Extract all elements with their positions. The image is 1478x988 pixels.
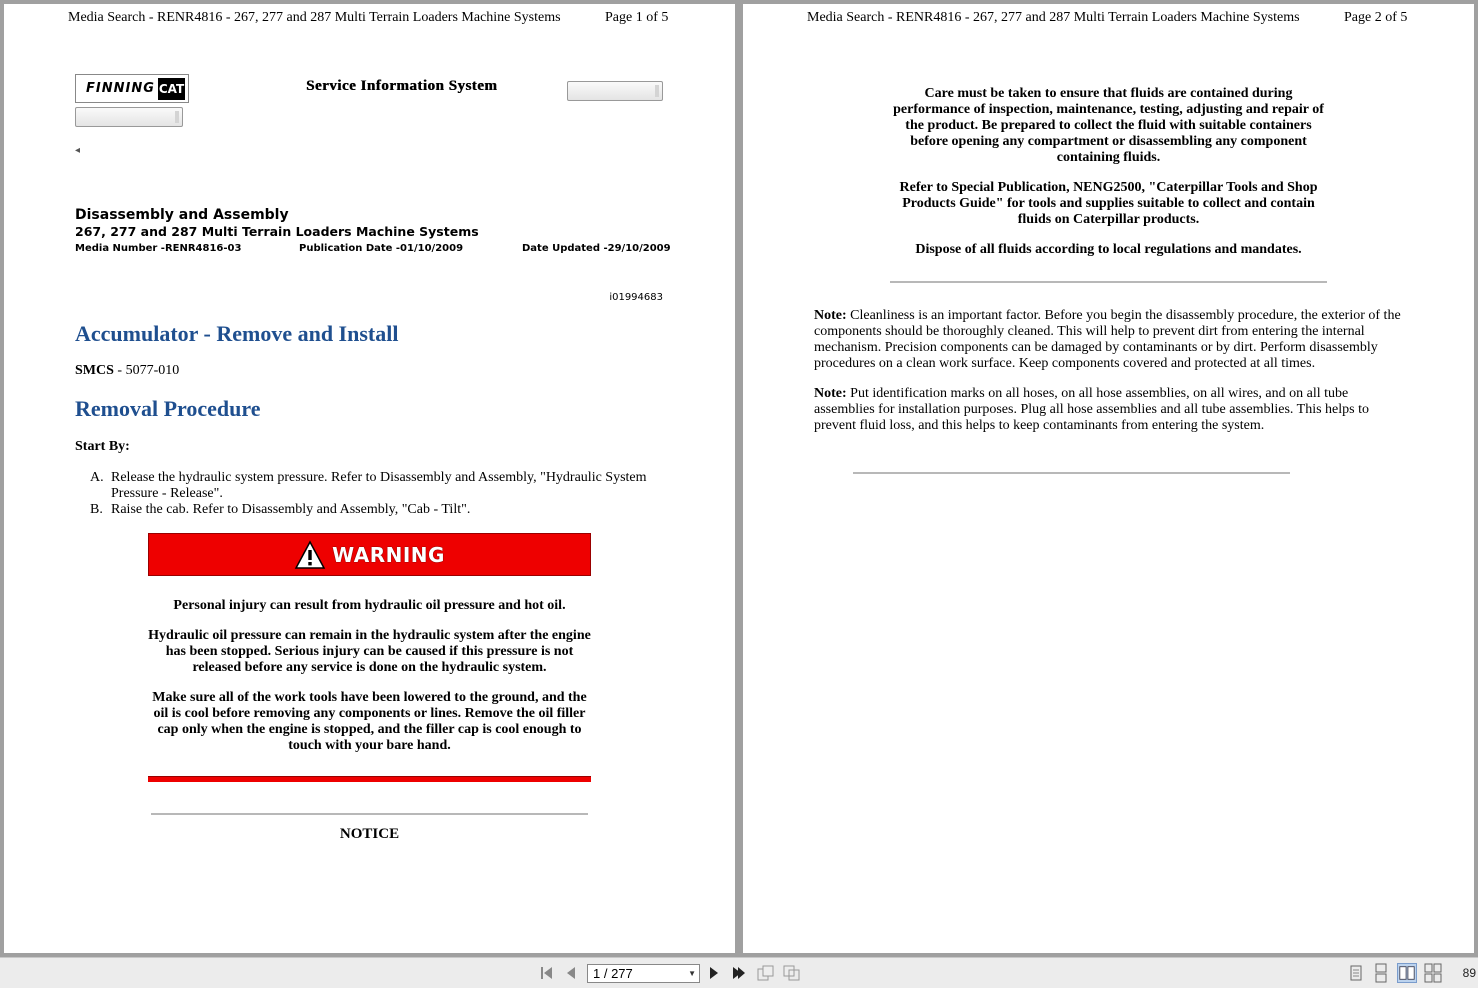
media-number: Media Number -RENR4816-03 — [75, 243, 242, 254]
list-item — [90, 470, 670, 502]
warning-end-bar — [148, 776, 591, 782]
header-control-right[interactable] — [567, 81, 663, 101]
first-page-icon[interactable] — [539, 966, 555, 980]
page-layout-icon[interactable] — [783, 965, 801, 981]
divider — [853, 472, 1290, 474]
page-number-select[interactable] — [587, 964, 700, 983]
viewer-toolbar — [0, 957, 1478, 988]
back-arrow-icon[interactable]: ◂ — [75, 145, 81, 156]
smcs-label: SMCS — [75, 363, 114, 378]
date-updated: Date Updated -29/10/2009 — [522, 243, 671, 254]
step-letter: A. — [90, 470, 104, 485]
continuous-view-icon[interactable] — [1371, 963, 1391, 983]
document-page-1 — [4, 4, 735, 953]
note-text: Put identification marks on all hoses, on all hose assemblies, on all wires, and on all tube assemblies for installation purposes. Plug all hose assemblies and all tube assemblies. This helps to prevent fluid loss, and this helps to keep contaminants from entering the system. — [814, 386, 1369, 433]
notice-paragraph: Refer to Special Publication, NENG2500, "Caterpillar Tools and Shop Products Guide" for tools and supplies suitable to collect and contain fluids on Caterpillar products. — [899, 180, 1318, 227]
notice-label: NOTICE — [339, 826, 400, 842]
start-by-steps — [90, 470, 670, 518]
section-title: Removal Procedure — [75, 396, 261, 421]
chevron-down-icon: ▼ — [688, 969, 696, 978]
divider — [151, 813, 588, 815]
page-header-number: Page 2 of 5 — [1344, 10, 1408, 25]
smcs-code — [75, 363, 179, 379]
note-label: Note: — [814, 308, 847, 323]
doc-subtitle: 267, 277 and 287 Multi Terrain Loaders Machine Systems — [75, 224, 479, 239]
step-text: Raise the cab. Refer to Disassembly and Assembly, "Cab - Tilt". — [111, 502, 471, 517]
page-header-title: Media Search - RENR4816 - 267, 277 and 287 Multi Terrain Loaders Machine Systems — [807, 10, 1300, 25]
step-letter: B. — [90, 502, 103, 517]
note-label: Note: — [814, 386, 847, 401]
page-header-title: Media Search - RENR4816 - 267, 277 and 287 Multi Terrain Loaders Machine Systems — [68, 10, 561, 25]
warning-paragraph: Hydraulic oil pressure can remain in the hydraulic system after the engine has been stopped. Serious injury can be caused if this pressure is not released before any service is done on the hydraulic system. — [148, 628, 591, 675]
notice-paragraph: Care must be taken to ensure that fluids are contained during performance of inspection, maintenance, testing, adjusting and repair of the product. Be prepared to collect the fluid with suitable containers before opening any compartment or disassembling any component containing fluids. — [893, 86, 1324, 165]
sis-title: Service Information System — [306, 78, 498, 94]
zoom-level[interactable]: 89 — [1462, 966, 1476, 980]
document-id: i01994683 — [609, 292, 663, 303]
two-page-view-icon[interactable] — [1397, 963, 1417, 983]
warning-paragraph: Make sure all of the work tools have been lowered to the ground, and the oil is cool before removing any components or lines. Remove the oil filler cap only when the engine is stopped, and the filler cap is cool enough to touch with your bare hand. — [152, 690, 587, 753]
cat-logo-text: CAT — [158, 78, 185, 100]
smcs-value: - 5077-010 — [113, 363, 180, 378]
previous-page-icon[interactable] — [565, 966, 577, 980]
last-page-icon[interactable] — [731, 966, 747, 980]
note-paragraph — [814, 308, 1404, 372]
note-paragraph — [814, 386, 1404, 434]
notice-paragraph: Dispose of all fluids according to local regulations and mandates. — [915, 242, 1302, 257]
page-header-number: Page 1 of 5 — [605, 10, 669, 25]
single-page-view-icon[interactable] — [1346, 963, 1366, 983]
header-control-left[interactable] — [75, 107, 183, 127]
finning-logo-text: FINNING — [86, 81, 155, 96]
warning-label: WARNING — [332, 542, 445, 567]
main-title: Accumulator - Remove and Install — [75, 321, 399, 346]
publication-date: Publication Date -01/10/2009 — [299, 243, 464, 254]
note-text: Cleanliness is an important factor. Before you begin the disassembly procedure, the exterior of the components should be thoroughly cleaned. This will help to prevent dirt from entering the internal mechanism. Precision components can be damaged by contaminants or by dirt. Perform disassembly procedures on a clean work surface. Keep components covered and protected at all times. — [814, 308, 1401, 371]
list-item — [90, 502, 670, 518]
two-page-continuous-view-icon[interactable] — [1423, 963, 1443, 983]
step-text: Release the hydraulic system pressure. Refer to Disassembly and Assembly, "Hydraulic System Pressure - Release". — [111, 470, 647, 501]
warning-triangle-icon — [294, 540, 326, 570]
document-page-2 — [743, 4, 1474, 953]
warning-paragraph: Personal injury can result from hydraulic oil pressure and hot oil. — [173, 598, 566, 613]
divider — [890, 281, 1327, 283]
doc-title: Disassembly and Assembly — [75, 207, 289, 223]
rotate-page-icon[interactable] — [757, 965, 775, 981]
warning-banner — [148, 533, 591, 576]
page-indicator: 1 / 277 — [593, 966, 633, 981]
finning-cat-logo — [75, 74, 189, 103]
start-by-label: Start By: — [75, 439, 130, 454]
next-page-icon[interactable] — [708, 966, 720, 980]
